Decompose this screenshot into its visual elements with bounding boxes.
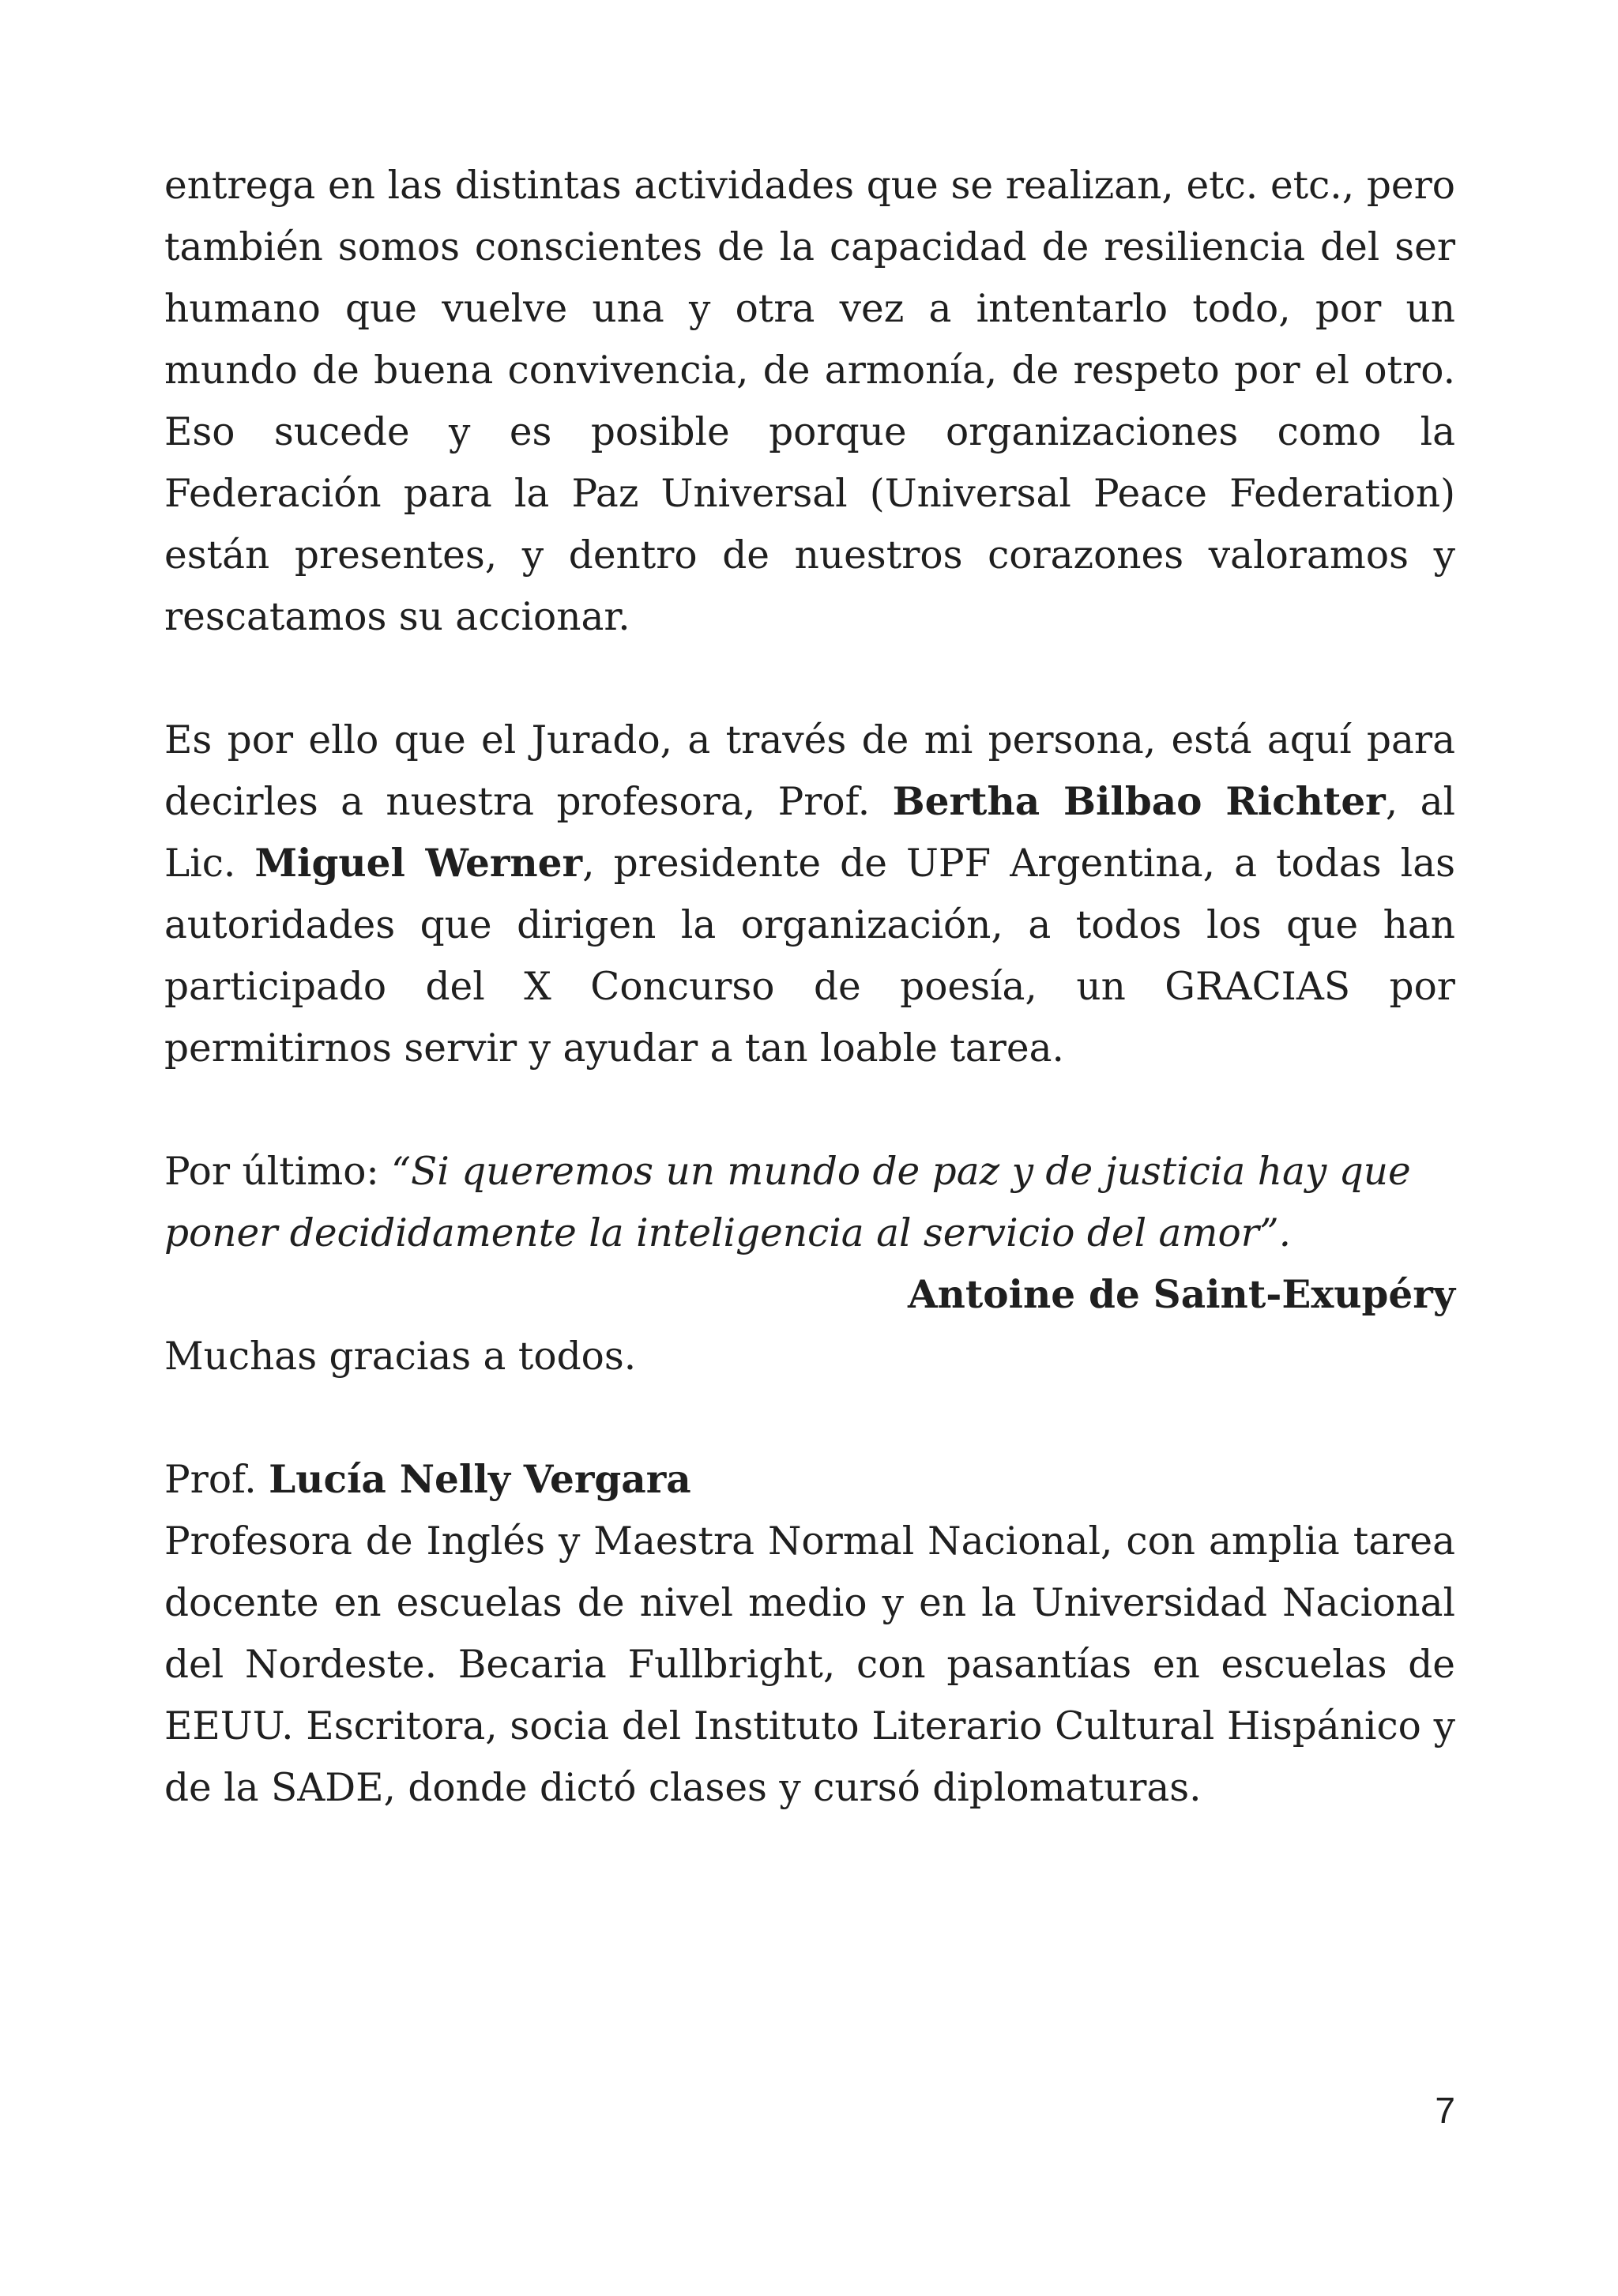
quote-paragraph [164, 1141, 1455, 1264]
page-number: 7 [1435, 2090, 1455, 2131]
quote-author: Antoine de Saint-Exupéry [907, 1272, 1455, 1317]
paragraph-2-text-b: , al Lic. [164, 780, 1455, 886]
closing-line: Muchas gracias a todos. [164, 1334, 637, 1379]
quote-intro: Por último: [164, 1150, 392, 1194]
paragraph-gap [164, 1079, 1455, 1141]
quote-text: “Si queremos un mundo de paz y de justicia hay que poner decididamente la inteligencia al servicio del amor”. [164, 1150, 1411, 1255]
paragraph-2-text-a: Es por ello que el Jurado, a través de mi persona, está aquí para decirles a nuestra profesora, Prof. [164, 718, 1455, 824]
author-bio: Profesora de Inglés y Maestra Normal Nacional, con amplia tarea docente en escuelas de nivel medio y en la Universidad Nacional del Nordeste. Becaria Fullbright, con pasantías en escuelas de EEUU. Escritora, socia del Instituto Literario Cultural Hispánico y de la SADE, donde dictó clases y cursó diplomaturas. [164, 1519, 1455, 1810]
signature-name: Lucía Nelly Vergara [269, 1457, 691, 1502]
signature-title: Prof. [164, 1458, 269, 1502]
paragraph-2 [164, 710, 1455, 1079]
name-miguel-werner: Miguel Werner [254, 841, 583, 886]
paragraph-gap [164, 648, 1455, 710]
page-content [164, 155, 1455, 1819]
paragraph-gap [164, 1387, 1455, 1449]
signature [164, 1449, 1455, 1511]
paragraph-1: entrega en las distintas actividades que se realizan, etc. etc., pero también somos conscientes de la capacidad de resiliencia del ser humano que vuelve una y otra vez a intentarlo todo, por un mundo de buena convivencia, de armonía, de respeto por el otro. Eso sucede y es posible porque organizaciones como la Federación para la Paz Universal (Universal Peace Federation) están presentes, y dentro de nuestros corazones valoramos y rescatamos su accionar. [164, 164, 1455, 639]
name-bertha-bilbao-richter: Bertha Bilbao Richter [892, 779, 1386, 824]
paragraph-2-text-c: , presidente de UPF Argentina, a todas las autoridades que dirigen la organización, a todos los que han participado del X Concurso de poesía, un GRACIAS por permitirnos servir y ayudar a tan loable tarea. [164, 841, 1456, 1071]
